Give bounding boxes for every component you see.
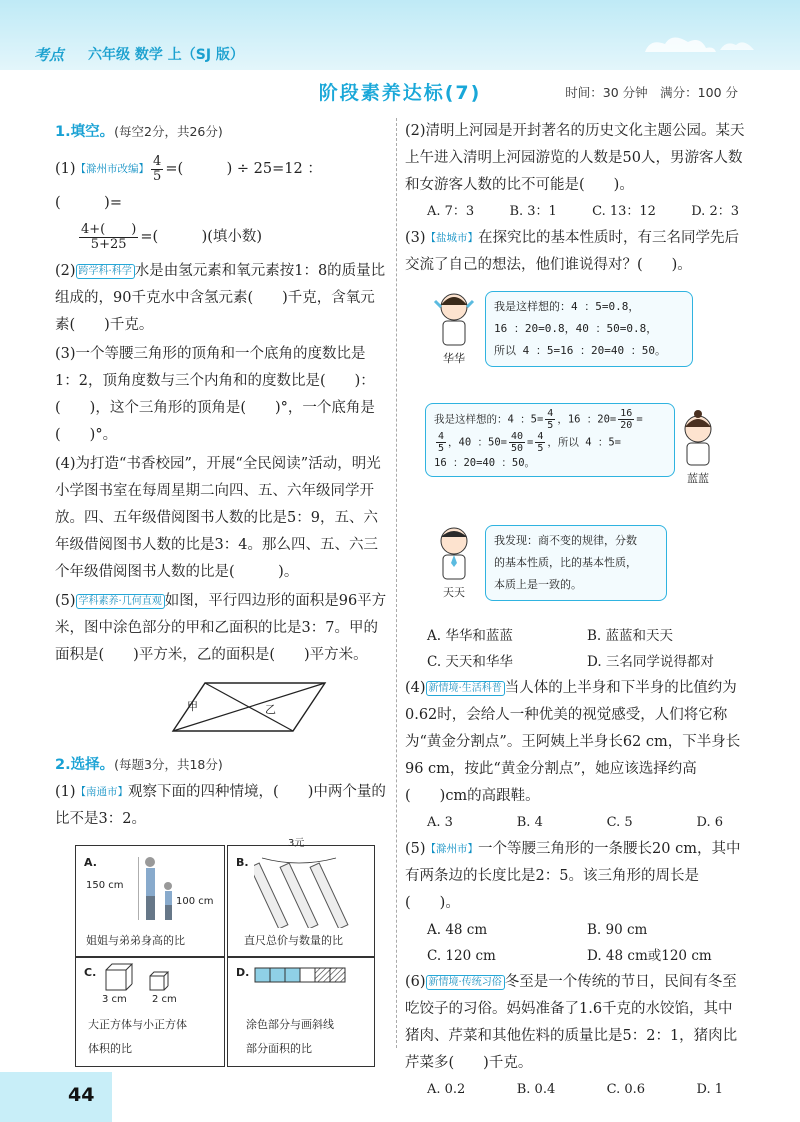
student-huahua	[429, 289, 479, 366]
source-tag: 【滁州市改编】	[75, 163, 150, 175]
option: C. 13：12	[592, 204, 656, 219]
options-2-6	[405, 1077, 747, 1103]
option: C. 120 cm	[427, 948, 496, 964]
right-column	[405, 118, 747, 1103]
option: B. 3：1	[509, 204, 557, 219]
option: C. 0.6	[606, 1082, 646, 1097]
shaded-strip-figure	[254, 966, 364, 986]
girl-avatar-icon	[675, 409, 721, 467]
student-name: 蓝蓝	[687, 472, 709, 485]
book-title: 六年级 数学 上（SJ 版）	[88, 47, 244, 63]
question-number: (1)	[55, 161, 76, 177]
parallelogram-figure	[55, 677, 387, 737]
section-choice	[55, 751, 387, 779]
left-column	[55, 118, 387, 1067]
scenario-grid	[75, 838, 375, 1067]
option: A. 0.2	[427, 1082, 466, 1097]
question-1-5: (5) 学科素养·几何直观 如图，平行四边形的面积是96平方米，图中涂色部分的甲和乙面积的比是3：7。甲的面积是( )平方米，乙的面积是( )平方米。	[55, 593, 387, 663]
subject-tag: 新情境·传统习俗	[426, 975, 505, 990]
source-tag: 【南通市】	[75, 786, 129, 798]
boy-avatar-icon	[431, 523, 477, 581]
option: B. 0.4	[516, 1082, 556, 1097]
section-fill-blank	[55, 118, 387, 146]
girl-avatar-icon	[431, 289, 477, 347]
question-2-6: (6) 新情境·传统习俗 冬至是一个传统的节日，民间有冬至吃饺子的习俗。妈妈准备了1.6千克的水饺馅，其中猪肉、芹菜和其他佐料的质量比是5：2：1，猪肉比芹菜多( )千克。	[405, 974, 738, 1071]
option: B. 4	[516, 815, 543, 830]
blank-expression: =( )(填小数)	[140, 229, 263, 245]
speech-bubble-lanlan: 我是这样想的：4 ：5= $\frac{4}{5}$ ，16 ：20= $\frac{16}{20}$ = $\frac{4}{5}$ ，40 ：50= $\frac{40}{50}$ = $\frac{4}{5}$ ，所以 4 ：5= 16 ：20=40 ：50。	[425, 403, 675, 477]
scenario-c: C. 3 cm 2 cm 大正方体与小正方体 体积的比	[75, 957, 225, 1067]
option: D. 三名同学说得都对	[587, 654, 714, 670]
speech-bubble-huahua: 我是这样想的：4 ：5=0.8， 16 ：20=0.8，40 ：50=0.8， 所以 4 ：5=16 ：20=40 ：50。	[485, 291, 693, 367]
column-divider	[396, 118, 397, 1048]
question-2-3: (3)【盐城市】在探究比的基本性质时，有三名同学先后交流了自己的想法，他们谁说得对？( )。	[405, 225, 747, 279]
subject-tag: 新情境·生活科普	[426, 681, 505, 696]
option: D. 2：3	[691, 204, 739, 219]
options-2-2	[405, 199, 747, 225]
fraction: $\frac{4+( )}{5+25}$	[81, 221, 137, 252]
page-number: 44	[68, 1084, 95, 1106]
time-score-info: 时间：30 分钟 满分：100 分	[565, 85, 738, 100]
cloud-decoration-icon	[640, 30, 760, 60]
option: A. 3	[427, 815, 453, 830]
option: D. 1	[696, 1082, 723, 1097]
section-note: (每空2分，共26分)	[114, 124, 223, 139]
brand-logo: 考点	[34, 46, 65, 64]
question-2-5: (5)【滁州市】一个等腰三角形的一条腰长20 cm，其中有两条边的长度比是2：5。该三角形的周长是( )。	[405, 836, 747, 917]
options-2-4	[405, 810, 747, 836]
student-name: 华华	[443, 352, 465, 365]
student-tiantian	[429, 523, 479, 600]
scenario-d: D. 涂色部分与画斜线 部分面积的比	[227, 957, 375, 1067]
option: C. 天天和华华	[427, 654, 513, 670]
header-band	[0, 0, 800, 70]
siblings-figure	[138, 854, 178, 924]
question-1-1	[55, 152, 387, 254]
source-tag: 【滁州市】	[425, 843, 479, 855]
question-1-4: (4)为打造“书香校园”，开展“全民阅读”活动，明光小学图书室在每周星期二向四、五、六年级同学开放。四、五年级借阅图书人数的比是5：9，五、六年级借阅图书人数的比是3：4。那么四、五、六三个年级借阅图书人数的比是( )。	[55, 456, 381, 580]
question-2-1: (1)【南通市】观察下面的四种情境，( )中两个量的比不是3：2。	[55, 779, 387, 833]
label-yi: 乙	[265, 703, 276, 716]
option: A. 48 cm	[427, 922, 488, 938]
scenario-b: B. 3元 直尺总价与数量的比	[227, 845, 375, 957]
option: D. 48 cm或120 cm	[587, 948, 712, 964]
question-1-2: (2) 跨学科·科学 水是由氢元素和氧元素按1：8的质量比组成的，90千克水中含氢元素( )千克，含氧元素( )千克。	[55, 263, 386, 333]
option: B. 90 cm	[587, 922, 648, 938]
speech-bubble-tiantian: 我发现：商不变的规律，分数 的基本性质，比的基本性质， 本质上是一致的。	[485, 525, 667, 601]
rulers-figure	[254, 850, 364, 928]
question-2-4: (4) 新情境·生活科普 当人体的上半身和下半身的比值约为0.62时，会给人一种优美的视觉感受，人们将它称为“黄金分割点”。王阿姨上半身长62 cm，下半身长96 cm，按此“黄金分割点”，她应该选择约高( )cm的高跟鞋。	[405, 680, 741, 804]
option: A. 华华和蓝蓝	[427, 628, 513, 644]
question-2-2: (2)清明上河园是开封著名的历史文化主题公园。某天上午进入清明上河园游览的人数是50人，男游客人数和女游客人数的比不可能是( )。	[405, 123, 745, 193]
section-title: 2.选择。	[55, 757, 115, 773]
section-note: (每题3分，共18分)	[114, 757, 223, 772]
cubes-figure	[104, 962, 184, 994]
subject-tag: 跨学科·科学	[76, 264, 135, 279]
student-name: 天天	[443, 586, 465, 599]
blank-expression: =( ) ÷ 25=12 ：( )=	[55, 161, 322, 211]
subject-tag: 学科素养·几何直观	[76, 594, 165, 609]
dialogue-block	[405, 285, 747, 623]
option: D. 6	[696, 815, 723, 830]
option: B. 蓝蓝和天天	[587, 628, 674, 644]
page-number-tab	[0, 1072, 112, 1122]
option: A. 7：3	[427, 204, 475, 219]
source-tag: 【盐城市】	[425, 232, 479, 244]
label-jia: 甲	[187, 700, 198, 713]
fraction: $\frac{4}{5}$	[153, 153, 162, 184]
options-2-5	[405, 917, 747, 969]
section-title: 1.填空。	[55, 124, 115, 140]
question-1-3: (3)一个等腰三角形的顶角和一个底角的度数比是1：2，顶角度数与三个内角和的度数比是( )：( )，这个三角形的顶角是( )°，一个底角是( )°。	[55, 346, 375, 443]
page-title: 阶段素养达标(7)	[318, 82, 482, 104]
option: C. 5	[606, 815, 633, 830]
student-lanlan	[673, 409, 723, 486]
options-2-3	[405, 623, 747, 675]
scenario-a: A. 150 cm 100 cm 姐姐与弟弟身高的比	[75, 845, 225, 957]
